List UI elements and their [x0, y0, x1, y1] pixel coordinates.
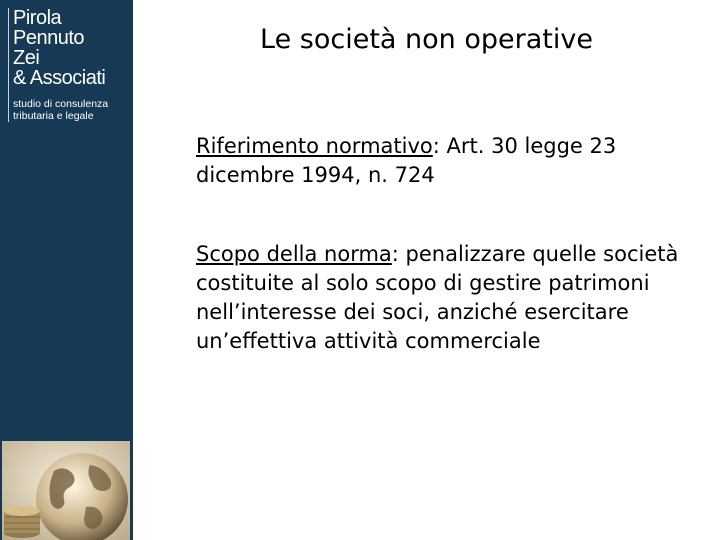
paragraph-label: Riferimento normativo [196, 134, 433, 158]
logo-subtitle [13, 98, 137, 122]
slide-body [196, 132, 696, 406]
logo-subtitle-line: tributaria e legale [13, 110, 94, 122]
logo-subtitle-line: studio di consulenza [13, 98, 109, 110]
slide-title: Le società non operative [260, 24, 593, 55]
logo-name-line: Pirola [13, 7, 62, 29]
globe-with-coins-image [2, 441, 130, 540]
paragraph-text: : Art. 30 legge 23 dicembre 1994, n. 724 [196, 134, 617, 187]
sidebar [0, 0, 133, 540]
paragraph-label: Scopo della norma [196, 242, 392, 266]
globe-icon [2, 441, 130, 540]
logo-name-line: & Associati [13, 67, 106, 89]
paragraph-rule-purpose [196, 240, 696, 356]
company-logo [8, 8, 137, 122]
paragraph-legal-reference [196, 132, 696, 190]
logo-name-line: Pennuto [13, 27, 85, 49]
logo-name-line: Zei [13, 47, 40, 69]
paragraph-text: : penalizzare quelle società costituite al solo scopo di gestire patrimoni nell’interesse dei soci, anziché esercitare un’effettiva attività commerciale [196, 242, 679, 353]
